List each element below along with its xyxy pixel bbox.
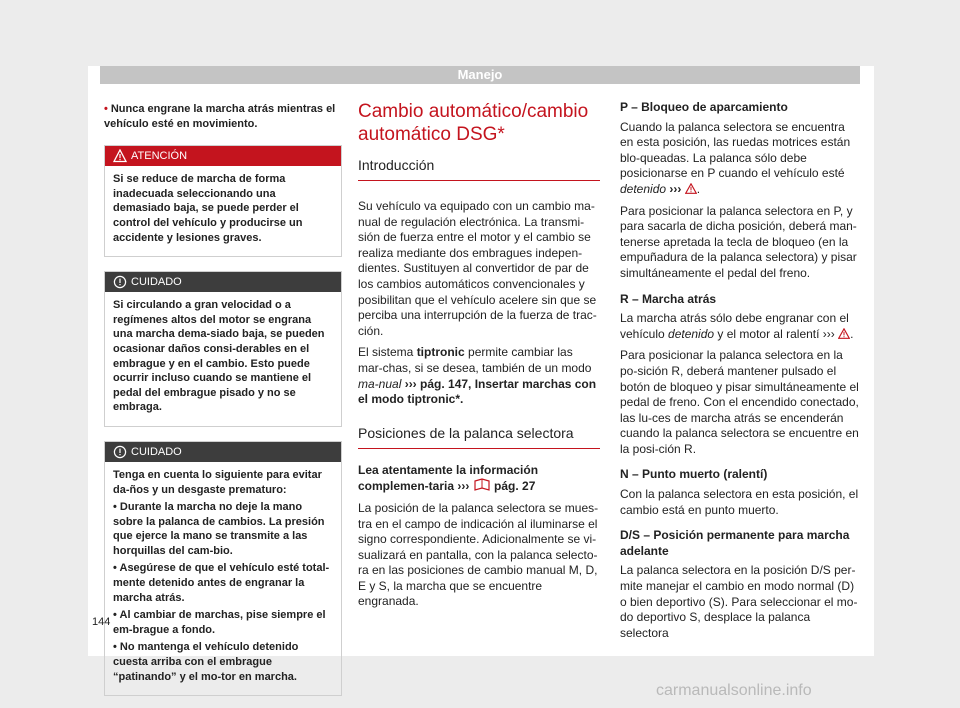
tiptronic-term: tiptronic (416, 345, 465, 360)
caution-item (113, 500, 333, 558)
caution-item (113, 608, 333, 637)
text-span: . (850, 326, 854, 341)
caution-label-1: CUIDADO (131, 276, 182, 289)
manual-term: ma-nual (358, 376, 402, 391)
warning-triangle-icon (113, 149, 127, 163)
attention-body (105, 166, 341, 256)
bullet-icon: • (113, 641, 120, 654)
warning-triangle-icon (685, 183, 697, 194)
park-instructions: Para posicionar la palanca selectora en P, y para sacarla de dicha posición, deberá man-tenerse apretada la tecla de bloqueo (en la empuñadura de la palanca selectora) y pisar simultáneamente el pedal del freno. (620, 203, 857, 280)
caution-box-1 (104, 271, 342, 427)
caution-item-text: No mantenga el vehículo detenido cuesta arriba con el embrague “patinando” y el mo-tor en marcha. (113, 641, 299, 683)
caution-item-text: Asegúrese de que el vehículo esté total-mente detenido antes de engranar la marcha atrás. (113, 562, 330, 604)
text-span: La marcha atrás sólo debe engranar con el vehículo (620, 311, 849, 341)
caution-item (113, 640, 333, 684)
attention-label: ATENCIÓN (131, 150, 188, 163)
attention-box (104, 145, 342, 257)
text-span: . (696, 181, 701, 196)
heading-p: P – Bloqueo de aparcamiento (620, 100, 788, 114)
warning-triangle-icon (838, 328, 850, 339)
left-column (104, 102, 342, 696)
right-column (620, 100, 860, 647)
section-title: Cambio automático/cambio automático DSG* (358, 101, 589, 145)
text-span: y el motor al ralentí ››› (714, 326, 835, 341)
intro-paragraph: Su vehículo va equipado con un cambio ma-nual de regulación electrónica. La transmi-sión de fuerza entre el motor y el cambio se realiza mediante dos embragues indepen-dientes. Sustituyen al convertidor de par de los cambios automáticos convencionales y posibilitan que el vehículo acelere sin que se perciba una interrupción de la fuerza de trac-ción. (358, 199, 597, 338)
detenido-term: detenido (668, 326, 715, 341)
page-reference-link[interactable]: ››› pág. 147, Insertar marchas con el modo tiptronic*. (358, 376, 597, 407)
caution-header-1 (105, 272, 341, 292)
caution-item-text: Durante la marcha no deje la mano sobre la palanca de cambios. La presión que ejerce la mano se transmite a las horquillas del cam-bio. (113, 501, 325, 557)
text-span: Cuando la palanca selectora se encuentra en esta posición, las ruedas motrices están blo-queadas. La palanca sólo debe posicionarse en P cuando el vehículo esté (620, 119, 851, 181)
caution-item (113, 561, 333, 605)
info-circle-icon (113, 275, 127, 289)
text-span: El sistema (358, 345, 417, 360)
bullet-icon: • (113, 562, 120, 575)
read-info-line[interactable] (358, 463, 600, 495)
arrow-ref: ››› (666, 181, 682, 196)
book-reference-icon (473, 478, 491, 491)
caution-body-1 (105, 292, 341, 426)
page-header: Manejo (100, 66, 860, 84)
bullet-icon: • (113, 609, 120, 622)
park-paragraph (620, 120, 860, 198)
watermark: carmanualsonline.info (656, 682, 812, 699)
middle-column (358, 100, 600, 616)
heading-ds: D/S – Posición permanente para marcha adelante (620, 528, 850, 558)
page-27-link[interactable]: pág. 27 (490, 479, 536, 494)
intro-bullet (104, 102, 342, 131)
position-paragraph: La posición de la palanca selectora se mues-tra en el campo de indicación al iluminarse el signo correspondiente. Adicionalmente se vi-sualizará en pantalla, con la palanca selecto-ra en las posiciones de cambio manual M, D, E y S, la marcha que se encuentre engranada. (358, 500, 599, 609)
bullet-icon: • (104, 103, 108, 115)
attention-text: Si se reduce de marcha de forma inadecuada seleccionando una demasiado baja, se puede perder el control del vehículo y producirse un accidente y lesiones graves. (113, 173, 303, 244)
heading-r: R – Marcha atrás (620, 291, 717, 306)
text-span: permite cambiar las mar-chas, si se desea, también de un modo (358, 345, 592, 375)
info-circle-icon (113, 445, 127, 459)
caution-box-2 (104, 441, 342, 696)
bullet-icon: • (113, 501, 120, 514)
subtitle-introduccion: Introducción (358, 156, 600, 181)
page-number: 144 (92, 616, 111, 628)
intro-bullet-text: Nunca engrane la marcha atrás mientras el vehículo esté en movimiento. (104, 103, 336, 130)
caution-body-2 (105, 462, 341, 695)
caution-text-1: Si circulando a gran velocidad o a regímenes altos del motor se engrana una marcha dema-siado baja, se pueden ocasionar daños consi-derables en el embrague y en el cambio. Esto puede ocurrir incluso cuando se mantiene el pedal del embrague pisado y no se embraga. (113, 299, 325, 414)
neutral-paragraph: Con la palanca selectora en esta posición, el cambio está en punto muerto. (620, 487, 859, 517)
reverse-instructions: Para posicionar la palanca selectora en la po-sición R, deberá mantener pulsado el botón de bloqueo y pisar simultáneamente el pedal de freno. Con el encendido conectado, las lu-ces de marcha atrás se encenderán cuando la palanca selectora se encuentre en la posi-ción R. (620, 348, 859, 456)
attention-header (105, 146, 341, 166)
caution-label-2: CUIDADO (131, 445, 182, 458)
drive-paragraph: La palanca selectora en la posición D/S per-mite manejar el cambio en modo normal (D) o bien deportivo (S). Para seleccionar el mo-do deportivo S, desplace la palanca selectora (620, 563, 858, 640)
read-info-text: Lea atentamente la información complemen-taria ››› (358, 462, 539, 494)
tiptronic-paragraph (358, 345, 600, 407)
detenido-term: detenido (620, 181, 667, 196)
reverse-paragraph (620, 311, 860, 342)
caution-header-2 (105, 442, 341, 462)
caution-intro-2: Tenga en cuenta lo siguiente para evitar da-ños y un desgaste prematuro: (113, 468, 322, 496)
caution-item-text: Al cambiar de marchas, pise siempre el em-brague a fondo. (113, 609, 326, 636)
subtitle-posiciones: Posiciones de la palanca selectora (358, 424, 600, 449)
heading-n: N – Punto muerto (ralentí) (620, 467, 768, 482)
